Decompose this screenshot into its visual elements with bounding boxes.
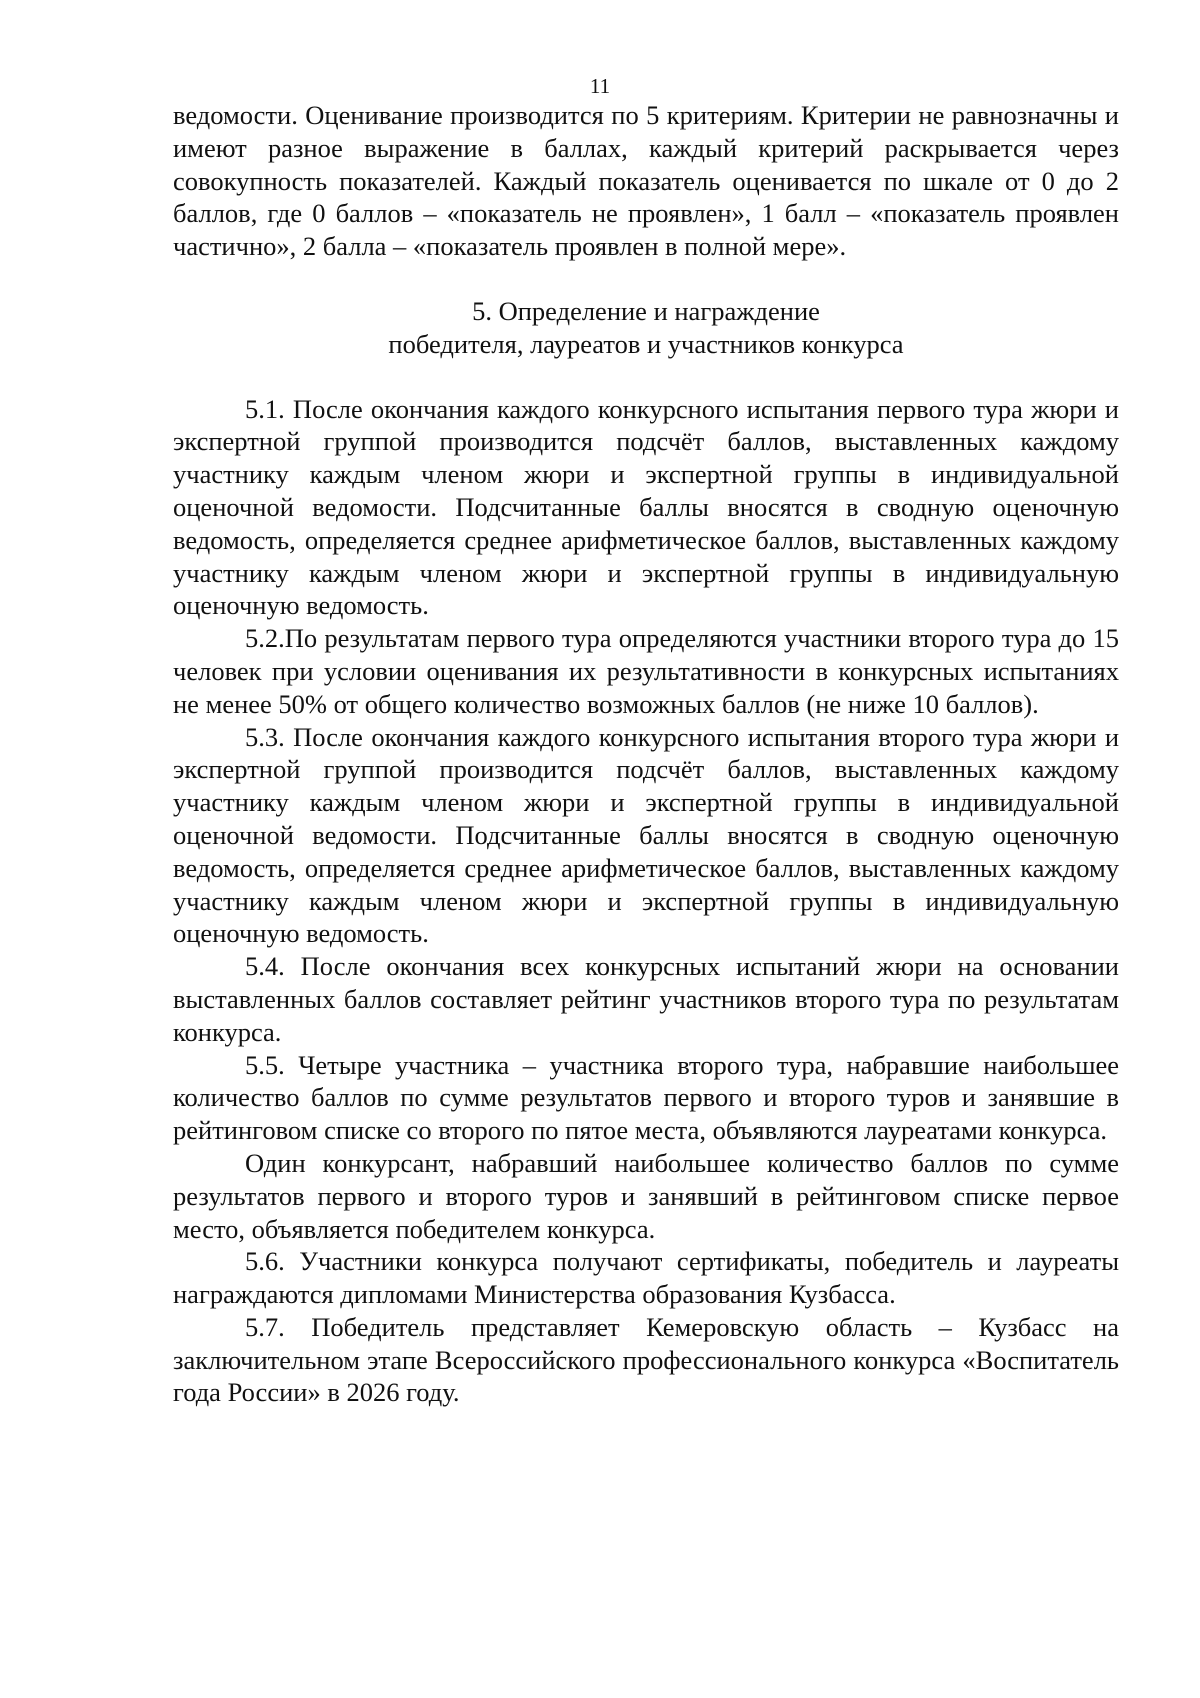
section-heading-line-2: победителя, лауреатов и участников конкурса bbox=[388, 328, 904, 359]
section-heading-line-1: 5. Определение и награждение bbox=[472, 295, 820, 326]
paragraph-5-4: 5.4. После окончания всех конкурсных испытаний жюри на основании выставленных баллов составляет рейтинг участников второго тура по результатам конкурса. bbox=[173, 951, 1119, 1047]
intro-paragraph: ведомости. Оценивание производится по 5 критериям. Критерии не равнозначны и имеют разное выражение в баллах, каждый критерий раскрывается через совокупность показателей. Каждый показатель оценивается по шкале от 0 до 2 баллов, где 0 баллов – «показатель не проявлен», 1 балл – «показатель проявлен частично», 2 балла – «показатель проявлен в полной мере». bbox=[173, 100, 1119, 262]
paragraph-5-1: 5.1. После окончания каждого конкурсного испытания первого тура жюри и экспертной группой производится подсчёт баллов, выставленных каждому участнику каждым членом жюри и экспертной группы в индивидуальной оценочной ведомости. Подсчитанные баллы вносятся в сводную оценочную ведомость, определяется среднее арифметическое баллов, выставленных каждому участнику каждым членом жюри и экспертной группы в индивидуальную оценочную ведомость. bbox=[173, 393, 1119, 621]
paragraph-5-3: 5.3. После окончания каждого конкурсного испытания второго тура жюри и экспертной группой производится подсчёт баллов, выставленных каждому участнику каждым членом жюри и экспертной группы в индивидуальной оценочной ведомости. Подсчитанные баллы вносятся в сводную оценочную ведомость, определяется среднее арифметическое баллов, выставленных каждому участнику каждым членом жюри и экспертной группы в индивидуальную оценочную ведомость. bbox=[173, 721, 1119, 949]
document-body bbox=[173, 99, 1119, 1409]
page-number: 11 bbox=[589, 74, 611, 98]
paragraph-winner: Один конкурсант, набравший наибольшее количество баллов по сумме результатов первого и второго туров и занявший в рейтинговом списке первое место, объявляется победителем конкурса. bbox=[173, 1147, 1119, 1244]
paragraph-5-5: 5.5. Четыре участника – участника второго тура, набравшие наибольшее количество баллов по сумме результатов первого и второго туров и занявшие в рейтинговом списке со второго по пятое места, объявляются лауреатами конкурса. bbox=[173, 1049, 1119, 1146]
paragraph-5-7: 5.7. Победитель представляет Кемеровскую область – Кузбасс на заключительном этапе Всероссийского профессионального конкурса «Воспитатель года России» в 2026 году. bbox=[173, 1311, 1119, 1408]
paragraph-5-2: 5.2.По результатам первого тура определяются участники второго тура до 15 человек при условии оценивания их результативности в конкурсных испытаниях не менее 50% от общего количество возможных баллов (не ниже 10 баллов). bbox=[173, 623, 1119, 719]
section-heading bbox=[173, 295, 1119, 361]
paragraph-5-6: 5.6. Участники конкурса получают сертификаты, победитель и лауреаты награждаются дипломами Министерства образования Кузбасса. bbox=[173, 1246, 1119, 1310]
